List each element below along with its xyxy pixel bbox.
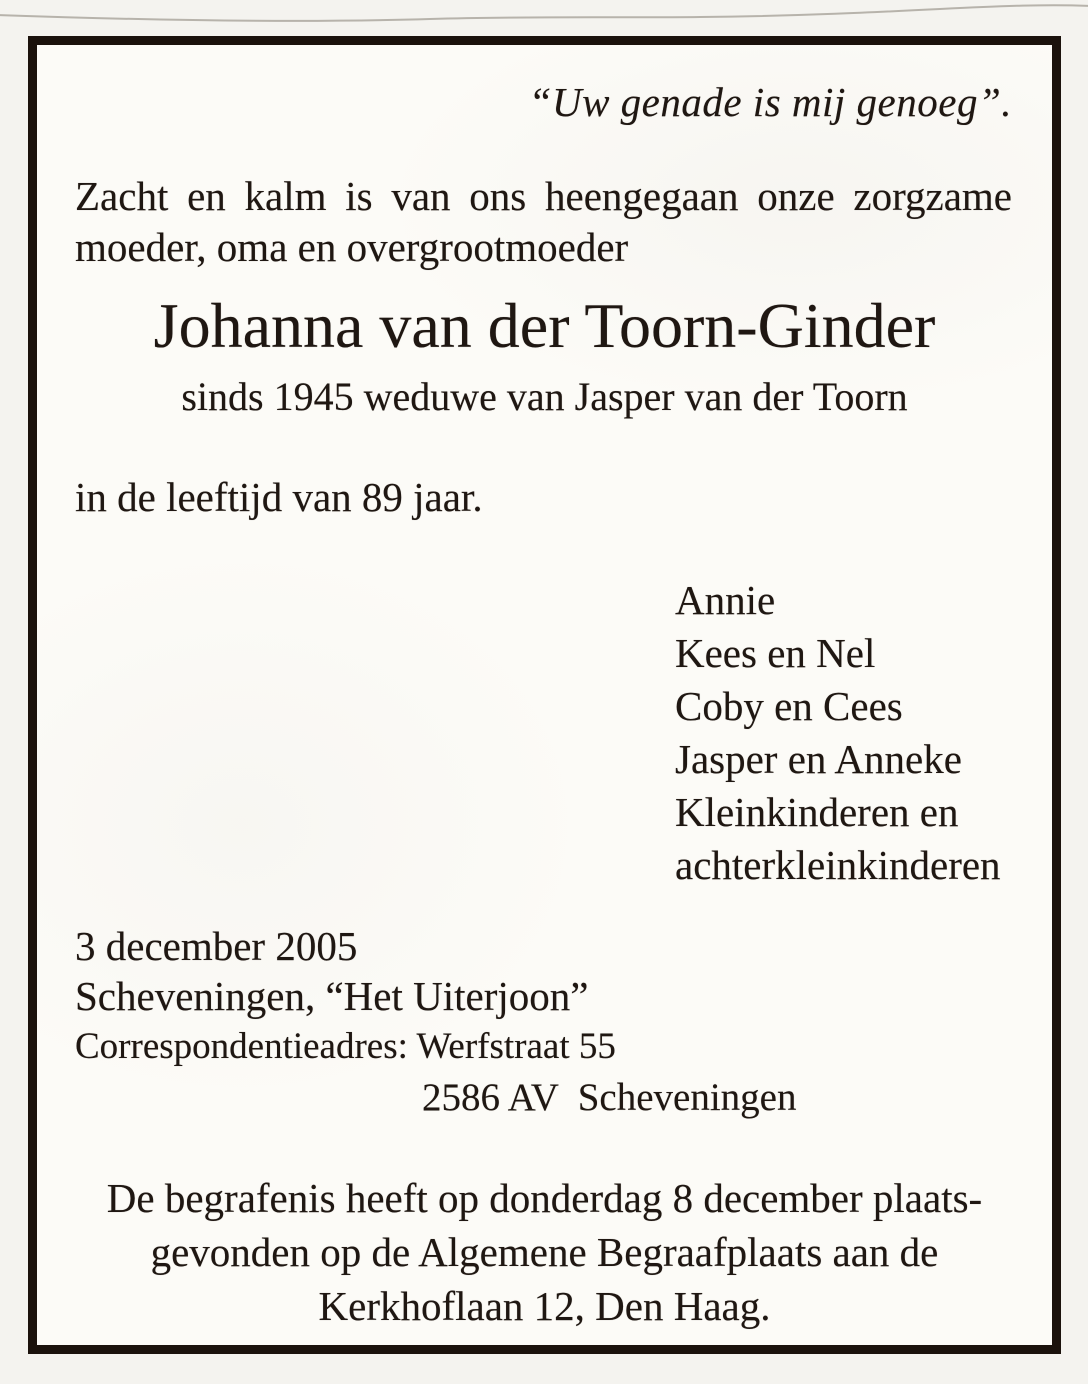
funeral-line: gevonden op de Algemene Begraafplaats aan de: [150, 1229, 939, 1275]
family-names-list: [675, 574, 1001, 892]
family-name-item: Kees en Nel: [675, 630, 876, 676]
correspondence-address-line: Correspondentieadres: Werfstraat 55: [75, 1026, 616, 1067]
opening-quote: “Uw genade is mij genoeg”.: [528, 79, 1012, 125]
family-name-item: Jasper en Anneke: [675, 736, 962, 782]
family-name-item: Annie: [675, 577, 776, 623]
family-name-item: achterkleinkinderen: [675, 842, 1001, 888]
intro-line: Zacht en kalm is van ons heengegaan onze zorgzame: [75, 173, 1012, 219]
family-name-item: Kleinkinderen en: [675, 789, 959, 835]
scan-paper-edge-line: [0, 0, 1088, 32]
funeral-paragraph: [37, 1171, 1052, 1333]
obituary-card: [28, 36, 1061, 1354]
date-location-block: [75, 921, 796, 1122]
intro-paragraph: [75, 171, 1012, 273]
intro-line: moeder, oma en overgrootmoeder: [75, 224, 629, 270]
age-line: in de leeftijd van 89 jaar.: [75, 474, 483, 520]
family-name-item: Coby en Cees: [675, 683, 903, 729]
location-line: Scheveningen, “Het Uiterjoon”: [75, 973, 589, 1019]
deceased-name: Johanna van der Toorn-Ginder: [153, 290, 936, 361]
postal-code-line: 2586 AV Scheveningen: [422, 1076, 797, 1119]
widow-line: sinds 1945 weduwe van Jasper van der Toorn: [181, 374, 908, 419]
funeral-line: Kerkhoflaan 12, Den Haag.: [318, 1283, 771, 1329]
funeral-line: De begrafenis heeft op donderdag 8 december plaats-: [106, 1175, 983, 1221]
date-line: 3 december 2005: [75, 923, 358, 969]
